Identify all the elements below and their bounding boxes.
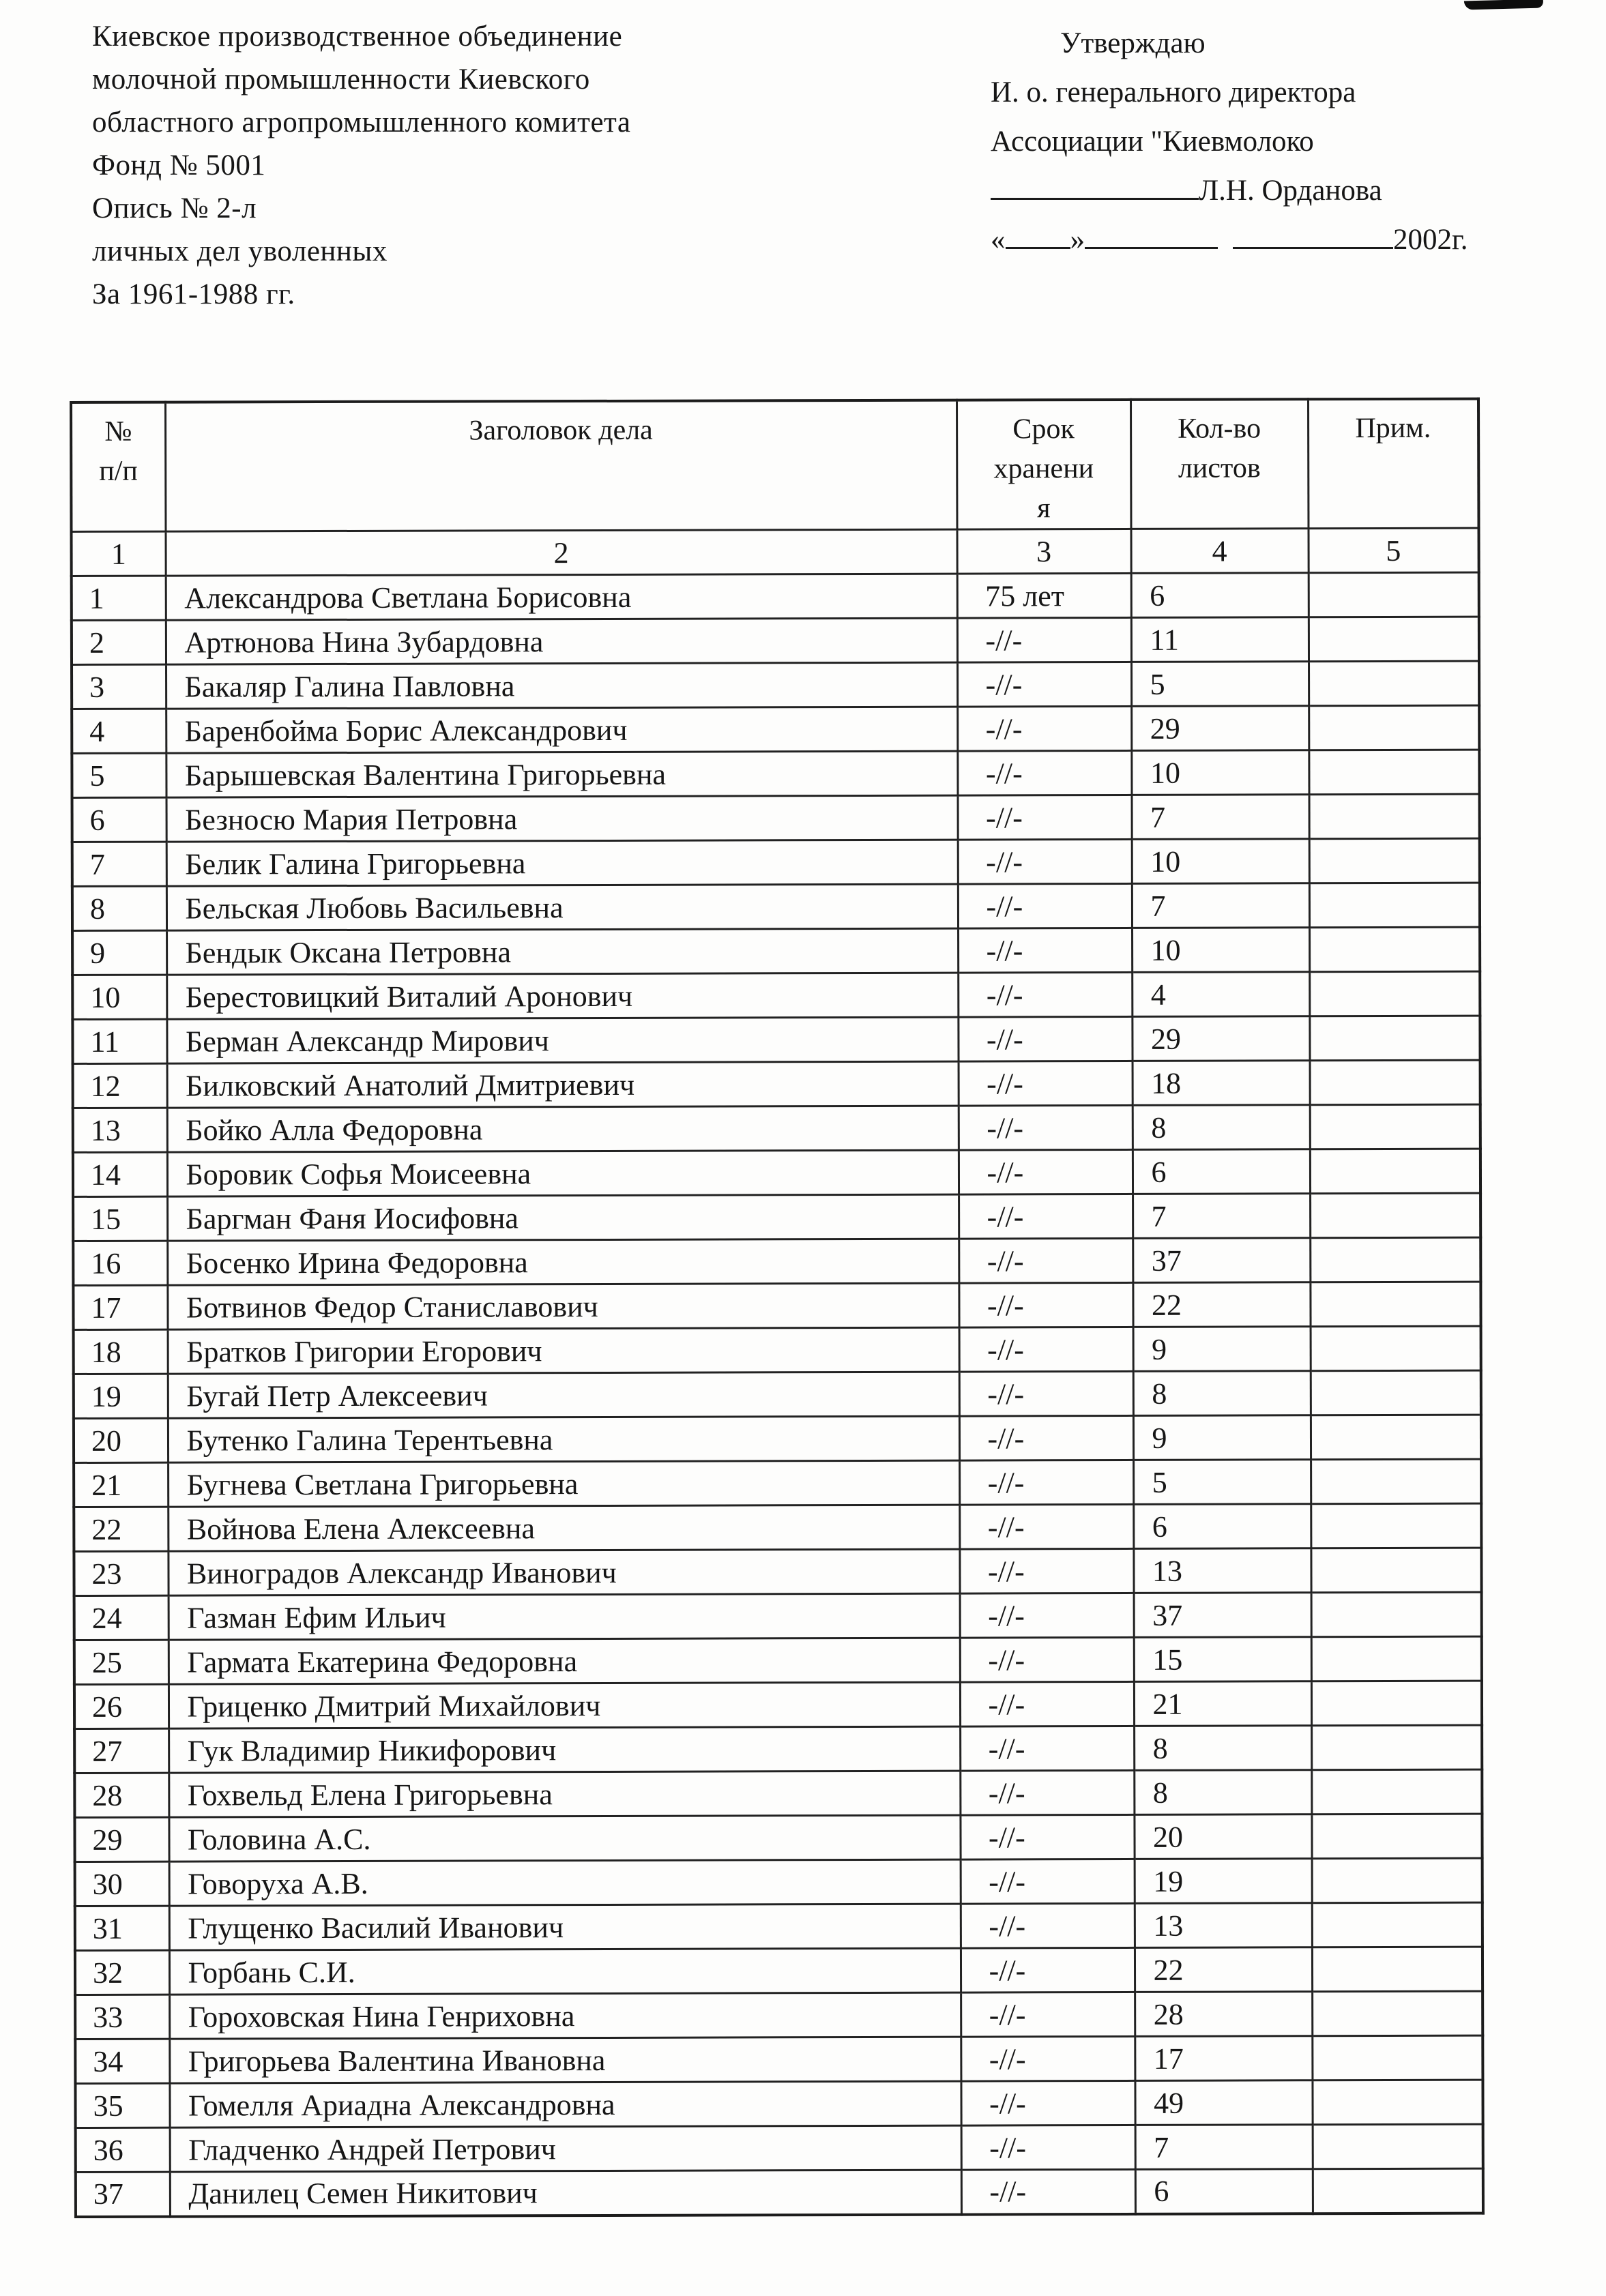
date-extra-line (1233, 224, 1393, 249)
cell-title: Бендык Оксана Петровна (166, 928, 958, 975)
cell-term: -//- (959, 1282, 1133, 1327)
cell-sheets: 28 (1135, 1992, 1312, 2037)
cell-note (1312, 1902, 1483, 1947)
table-row (74, 1681, 1482, 1728)
table-row (75, 2080, 1483, 2128)
cell-term: -//- (958, 972, 1132, 1017)
org-line-1: Киевское производственное объединение (92, 20, 623, 53)
cell-term: -//- (961, 2036, 1135, 2081)
cell-num: 12 (73, 1063, 167, 1108)
column-number-1: 1 (72, 531, 166, 576)
table-row (75, 1902, 1483, 1950)
org-line-2: молочной промышленности Киевского (92, 63, 590, 95)
cell-num: 10 (72, 975, 166, 1019)
cell-term: -//- (961, 1859, 1135, 1904)
cell-num: 25 (74, 1640, 169, 1684)
cell-num: 30 (75, 1861, 169, 1906)
cell-note (1309, 1016, 1480, 1061)
table-row (72, 1016, 1480, 1063)
cell-note (1309, 705, 1479, 750)
table-row (72, 838, 1480, 886)
cell-sheets: 13 (1135, 1903, 1312, 1948)
table-row (73, 1193, 1480, 1241)
cell-note (1310, 1104, 1480, 1149)
table-row (74, 1725, 1482, 1773)
cell-term: -//- (961, 1992, 1135, 2037)
table-header-row (71, 399, 1478, 532)
cell-note (1311, 1636, 1482, 1681)
cell-title: Барышевская Валентина Григорьевна (166, 751, 957, 797)
cell-note (1309, 794, 1480, 839)
cell-term: -//- (960, 1681, 1134, 1726)
cell-term: -//- (959, 1149, 1133, 1194)
cell-title: Баргман Фаня Иосифовна (167, 1194, 959, 1241)
cell-sheets: 7 (1135, 2125, 1313, 2170)
date-year: 2002г. (1393, 224, 1468, 256)
signature-line-row (991, 166, 1468, 216)
cell-title: Глущенко Василий Иванович (169, 1904, 961, 1950)
cell-sheets: 6 (1133, 1149, 1310, 1194)
table-row (74, 1592, 1482, 1640)
cell-note (1309, 661, 1479, 706)
cell-title: Григорьева Валентина Ивановна (169, 2037, 961, 2083)
table-row (72, 572, 1479, 620)
cell-term: -//- (960, 1637, 1134, 1682)
cell-note (1311, 1769, 1482, 1814)
cell-num: 16 (73, 1241, 167, 1285)
cell-note (1310, 1237, 1480, 1282)
cell-sheets: 8 (1134, 1726, 1311, 1771)
date-month-line (1085, 224, 1218, 249)
table-row (74, 1503, 1481, 1551)
table-row (75, 2035, 1483, 2083)
cell-note (1311, 1548, 1481, 1593)
cell-title: Гороховская Нина Генриховна (169, 1992, 961, 2039)
cell-sheets: 8 (1133, 1105, 1310, 1150)
cell-sheets: 17 (1135, 2036, 1312, 2081)
cell-sheets: 21 (1134, 1681, 1311, 1726)
cell-term: -//- (961, 1903, 1135, 1948)
cell-title: Безносю Мария Петровна (166, 795, 958, 842)
cell-num: 33 (75, 1995, 169, 2039)
cell-note (1309, 750, 1479, 795)
cell-term: -//- (958, 839, 1132, 884)
cell-sheets: 6 (1135, 2169, 1313, 2214)
cell-num: 4 (72, 709, 166, 753)
cell-title: Боровик Софья Моисеевна (167, 1150, 959, 1196)
cell-note (1311, 1814, 1482, 1859)
cell-title: Ботвинов Федор Станиславович (167, 1283, 959, 1329)
cell-num: 36 (76, 2128, 170, 2172)
cell-note (1311, 1592, 1482, 1637)
table-row (72, 705, 1479, 753)
cell-note (1311, 1326, 1481, 1371)
cell-title: Берман Александр Мирович (166, 1017, 958, 1063)
cell-sheets: 15 (1134, 1637, 1311, 1682)
cell-term: -//- (961, 1947, 1135, 1992)
cell-term: -//- (959, 1194, 1133, 1239)
cell-note (1312, 2080, 1483, 2125)
cell-title: Братков Григории Егорович (168, 1327, 959, 1374)
table-row (74, 1326, 1481, 1374)
cell-title: Гомелля Ариадна Александровна (169, 2081, 961, 2128)
cell-sheets: 10 (1131, 750, 1309, 795)
cell-term: -//- (959, 1460, 1133, 1505)
cell-num: 7 (72, 842, 166, 886)
cell-note (1310, 1060, 1480, 1105)
cell-title: Билковский Анатолий Дмитриевич (167, 1061, 959, 1108)
table-row (72, 971, 1480, 1019)
table-body (72, 572, 1483, 2216)
cell-num: 32 (75, 1950, 169, 1995)
col-header-term: Срок хранени я (957, 400, 1130, 529)
quote-close: » (1070, 224, 1085, 256)
cell-sheets: 13 (1133, 1548, 1311, 1593)
cell-note (1313, 2124, 1483, 2169)
cell-sheets: 29 (1132, 1016, 1309, 1061)
opis-number: Опись № 2-л (92, 192, 257, 224)
cell-term: -//- (957, 662, 1131, 707)
cell-title: Гармата Екатерина Федоровна (169, 1638, 960, 1684)
cell-sheets: 5 (1133, 1460, 1311, 1505)
cell-term: -//- (960, 1814, 1134, 1859)
cell-note (1311, 1503, 1481, 1548)
col-header-title: Заголовок дела (165, 400, 957, 532)
association-line: Ассоциации "Киевмолоко (991, 126, 1314, 158)
cell-sheets: 10 (1132, 928, 1309, 973)
col-header-num: № п/п (71, 402, 165, 532)
cell-sheets: 49 (1135, 2080, 1312, 2125)
cell-sheets: 37 (1134, 1593, 1311, 1638)
cell-term: -//- (961, 2080, 1135, 2125)
cell-term: -//- (959, 1238, 1133, 1283)
cell-title: Бакаляр Галина Павловна (166, 662, 957, 709)
cell-sheets: 9 (1133, 1327, 1311, 1372)
table-row (76, 2124, 1483, 2172)
cell-title: Головина А.С. (169, 1815, 960, 1861)
cell-sheets: 4 (1132, 972, 1309, 1017)
cell-title: Горбань С.И. (169, 1948, 961, 1995)
opis-subject: личных дел уволенных (92, 235, 388, 267)
table-row (76, 2168, 1483, 2216)
cell-title: Гохвельд Елена Григорьевна (169, 1771, 960, 1817)
cell-term: -//- (959, 1327, 1133, 1372)
cell-term: -//- (957, 750, 1131, 795)
acting-director-line: И. о. генерального директора (991, 76, 1356, 108)
cell-note (1313, 2168, 1483, 2213)
table-row (73, 1060, 1480, 1108)
cell-note (1309, 927, 1480, 972)
cell-num: 26 (74, 1684, 169, 1728)
cell-term: -//- (960, 1726, 1134, 1771)
cell-num: 1 (72, 576, 166, 620)
opis-years: За 1961-1988 гг. (92, 278, 295, 310)
cell-term: -//- (961, 2125, 1135, 2170)
cell-note (1309, 883, 1480, 928)
cell-note (1309, 617, 1479, 662)
cell-num: 17 (73, 1285, 167, 1329)
cell-term: 75 лет (957, 573, 1131, 618)
cell-term: -//- (959, 1371, 1133, 1416)
cell-title: Данилец Семен Никитович (170, 2170, 961, 2216)
cell-title: Бугай Петр Алексеевич (168, 1372, 959, 1418)
cell-title: Бутенко Галина Терентьевна (168, 1416, 959, 1462)
quote-open: « (991, 224, 1006, 256)
cell-sheets: 8 (1133, 1371, 1311, 1416)
fond-number: Фонд № 5001 (92, 149, 266, 181)
scan-smudge (1464, 0, 1543, 10)
cell-num: 21 (74, 1462, 168, 1507)
column-number-2: 2 (166, 529, 957, 576)
cell-title: Артюнова Нина Зубардовна (166, 618, 957, 664)
cell-title: Гук Владимир Никифорович (169, 1726, 960, 1773)
cell-sheets: 22 (1133, 1282, 1310, 1327)
cell-num: 34 (75, 2039, 169, 2083)
cell-note (1309, 572, 1479, 617)
cell-note (1311, 1725, 1482, 1770)
cell-title: Баренбойма Борис Александрович (166, 707, 957, 753)
column-number-3: 3 (957, 529, 1130, 574)
cell-term: -//- (959, 1105, 1133, 1150)
cell-sheets: 7 (1132, 795, 1309, 840)
table-row (72, 661, 1479, 709)
column-number-4: 4 (1130, 529, 1308, 574)
cell-note (1311, 1681, 1482, 1726)
cell-title: Бельская Любовь Васильевна (166, 884, 958, 930)
cell-num: 3 (72, 664, 166, 709)
table-row (73, 1282, 1480, 1329)
cell-note (1311, 1370, 1481, 1415)
inventory-table (70, 398, 1485, 2218)
cell-num: 2 (72, 620, 166, 664)
cell-num: 31 (75, 1906, 169, 1950)
cell-note (1310, 1149, 1480, 1194)
table-row (73, 1149, 1480, 1196)
cell-title: Говоруха А.В. (169, 1859, 961, 1906)
cell-sheets: 10 (1132, 839, 1309, 884)
table-row (74, 1459, 1481, 1507)
cell-num: 20 (74, 1418, 168, 1462)
cell-note (1310, 1282, 1480, 1327)
cell-note (1309, 838, 1480, 883)
cell-sheets: 5 (1131, 662, 1309, 707)
cell-term: -//- (960, 1770, 1134, 1815)
cell-title: Бойко Алла Федоровна (167, 1106, 959, 1152)
cell-title: Гриценко Дмитрий Михайлович (169, 1682, 960, 1728)
cell-sheets: 18 (1133, 1061, 1310, 1106)
cell-term: -//- (958, 883, 1132, 928)
cell-num: 15 (73, 1196, 167, 1241)
cell-sheets: 11 (1131, 617, 1309, 662)
cell-note (1312, 1947, 1483, 1992)
column-number-5: 5 (1308, 528, 1478, 573)
cell-title: Босенко Ирина Федоровна (167, 1239, 959, 1285)
cell-num: 13 (73, 1108, 167, 1152)
date-line-row (991, 216, 1468, 265)
cell-sheets: 8 (1134, 1770, 1311, 1815)
cell-note (1312, 1858, 1483, 1903)
cell-num: 35 (75, 2083, 169, 2128)
table-row (74, 1814, 1482, 1861)
cell-num: 6 (72, 797, 166, 842)
signature-name: Л.Н. Орданова (1199, 175, 1382, 207)
table-row (74, 1548, 1481, 1595)
table-row (74, 1415, 1481, 1462)
cell-term: -//- (960, 1593, 1134, 1638)
table-row (72, 617, 1479, 664)
cell-title: Берестовицкий Виталий Аронович (166, 973, 958, 1019)
cell-title: Бугнева Светлана Григорьевна (168, 1460, 959, 1507)
cell-title: Войнова Елена Алексеевна (168, 1505, 959, 1551)
cell-sheets: 7 (1133, 1194, 1310, 1239)
cell-sheets: 20 (1134, 1814, 1311, 1859)
cell-sheets: 6 (1133, 1504, 1311, 1549)
col-header-sheets: Кол-во листов (1130, 399, 1308, 529)
cell-term: -//- (958, 795, 1132, 840)
cell-title: Газман Ефим Ильич (169, 1593, 960, 1640)
cell-sheets: 22 (1135, 1947, 1312, 1992)
inventory-table-wrap (70, 398, 1482, 2218)
table-row (74, 1636, 1482, 1684)
cell-term: -//- (959, 1061, 1133, 1106)
cell-term: -//- (961, 2169, 1135, 2214)
cell-num: 5 (72, 753, 166, 797)
column-number-row (72, 528, 1479, 576)
cell-title: Виноградов Александр Иванович (168, 1549, 959, 1595)
cell-term: -//- (959, 1548, 1133, 1593)
cell-num: 22 (74, 1507, 168, 1551)
table-row (74, 1370, 1481, 1418)
organization-header (92, 15, 843, 316)
col-header-note: Прим. (1308, 399, 1478, 529)
approve-label: Утверждаю (1060, 27, 1206, 59)
cell-sheets: 9 (1133, 1415, 1311, 1460)
cell-num: 18 (74, 1329, 168, 1374)
signature-line (991, 175, 1199, 200)
cell-term: -//- (959, 1504, 1133, 1549)
cell-num: 8 (72, 886, 166, 930)
org-line-3: областного агропромышленного комитета (92, 106, 631, 138)
date-day-line (1006, 224, 1070, 249)
cell-sheets: 7 (1132, 883, 1309, 928)
cell-num: 28 (74, 1773, 169, 1817)
table-row (73, 1237, 1480, 1285)
table-row (75, 1858, 1483, 1906)
cell-sheets: 37 (1133, 1238, 1310, 1283)
cell-num: 37 (76, 2172, 170, 2216)
cell-note (1309, 971, 1480, 1016)
cell-term: -//- (957, 706, 1131, 751)
cell-num: 24 (74, 1595, 169, 1640)
cell-note (1310, 1193, 1480, 1238)
cell-num: 23 (74, 1551, 168, 1595)
table-row (75, 1991, 1483, 2039)
cell-num: 29 (74, 1817, 169, 1861)
cell-sheets: 6 (1131, 573, 1309, 618)
cell-term: -//- (958, 1016, 1132, 1061)
table-row (73, 1104, 1480, 1152)
cell-title: Гладченко Андрей Петрович (170, 2125, 961, 2172)
cell-title: Александрова Светлана Борисовна (166, 574, 957, 620)
table-row (72, 794, 1480, 842)
cell-sheets: 19 (1135, 1859, 1312, 1904)
cell-note (1312, 1991, 1483, 2036)
cell-term: -//- (959, 1415, 1133, 1460)
approval-block (991, 19, 1468, 265)
cell-num: 27 (74, 1728, 169, 1773)
cell-note (1311, 1415, 1481, 1460)
table-row (72, 883, 1480, 930)
cell-sheets: 29 (1131, 706, 1309, 751)
table-row (75, 1947, 1483, 1995)
cell-num: 9 (72, 930, 166, 975)
table-row (72, 750, 1479, 797)
table-row (74, 1769, 1482, 1817)
cell-note (1311, 1459, 1481, 1504)
cell-note (1312, 2035, 1483, 2080)
table-row (72, 927, 1480, 975)
cell-title: Белик Галина Григорьевна (166, 840, 958, 886)
cell-term: -//- (958, 928, 1132, 973)
cell-num: 14 (73, 1152, 167, 1196)
cell-num: 19 (74, 1374, 168, 1418)
cell-term: -//- (957, 617, 1131, 662)
cell-num: 11 (72, 1019, 166, 1063)
